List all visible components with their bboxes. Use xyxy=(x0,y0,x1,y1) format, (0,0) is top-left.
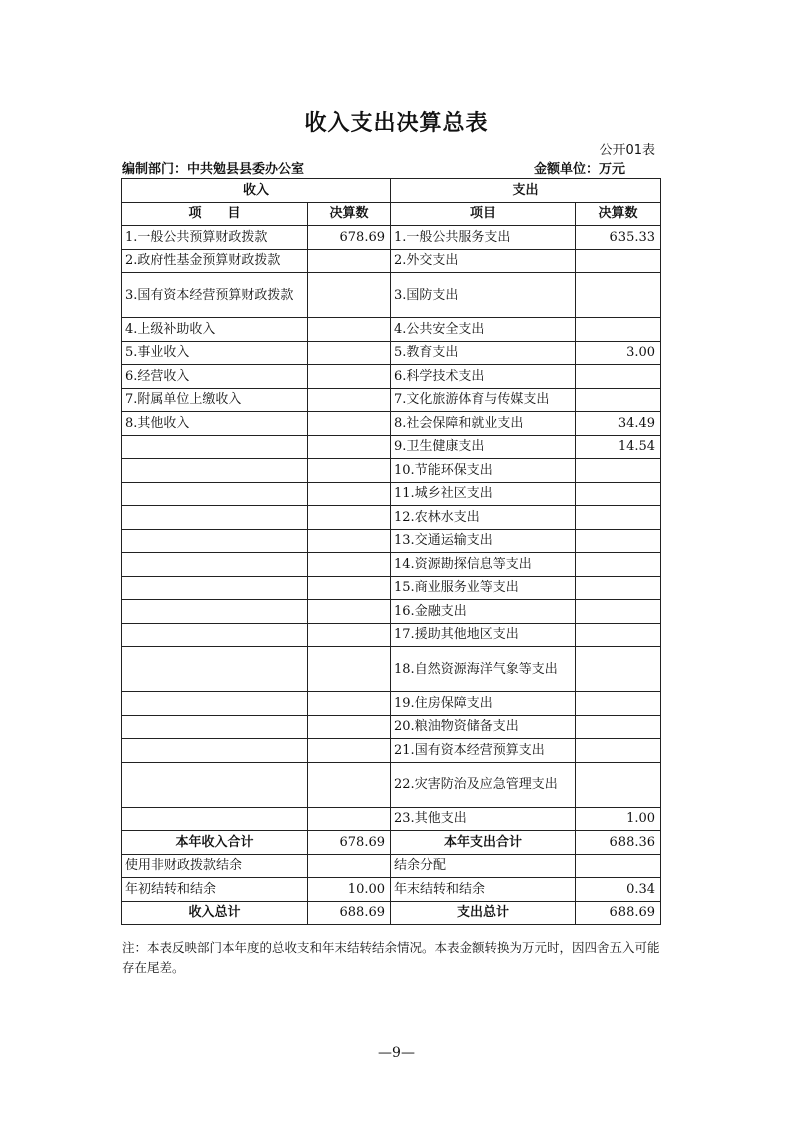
expense-amount-cell xyxy=(576,623,661,647)
expense-amount-cell xyxy=(576,647,661,692)
income-amount-cell xyxy=(308,739,391,763)
income-item-header: 项 目 xyxy=(122,202,308,226)
year-income-value: 678.69 xyxy=(308,831,391,855)
income-amount-cell xyxy=(308,412,391,436)
table-row xyxy=(122,482,661,506)
table-row xyxy=(122,623,661,647)
expense-item-cell: 15.商业服务业等支出 xyxy=(391,576,576,600)
expense-amount-cell: 635.33 xyxy=(576,226,661,250)
expense-item-cell: 5.教育支出 xyxy=(391,341,576,365)
form-code: 公开01表 xyxy=(599,143,655,158)
expense-item-cell: 14.资源勘探信息等支出 xyxy=(391,553,576,577)
income-amount-cell xyxy=(308,273,391,318)
income-amount-cell xyxy=(308,692,391,716)
expense-item-cell: 23.其他支出 xyxy=(391,807,576,831)
income-item-cell xyxy=(122,739,308,763)
income-amount-cell xyxy=(308,341,391,365)
income-total-label: 收入总计 xyxy=(122,901,308,925)
expense-amount-cell xyxy=(576,506,661,530)
expense-amount-cell xyxy=(576,273,661,318)
income-amount-cell xyxy=(308,482,391,506)
table-row xyxy=(122,365,661,389)
expense-item-cell: 7.文化旅游体育与传媒支出 xyxy=(391,388,576,412)
begin-balance-label: 年初结转和结余 xyxy=(122,878,308,902)
income-amount-cell xyxy=(308,623,391,647)
table-row xyxy=(122,600,661,624)
income-total-value: 688.69 xyxy=(308,901,391,925)
expense-header: 支出 xyxy=(391,179,661,203)
income-amount-cell xyxy=(308,388,391,412)
expense-item-cell: 8.社会保障和就业支出 xyxy=(391,412,576,436)
expense-item-cell: 11.城乡社区支出 xyxy=(391,482,576,506)
distribution-value xyxy=(576,854,661,878)
income-item-cell xyxy=(122,762,308,807)
table-row xyxy=(122,692,661,716)
table-row xyxy=(122,435,661,459)
expense-amount-cell xyxy=(576,482,661,506)
income-item-cell: 3.国有资本经营预算财政拨款 xyxy=(122,273,308,318)
expense-total-value: 688.69 xyxy=(576,901,661,925)
expense-amount-cell xyxy=(576,388,661,412)
expense-item-cell: 3.国防支出 xyxy=(391,273,576,318)
income-item-cell: 7.附属单位上缴收入 xyxy=(122,388,308,412)
expense-amount-cell xyxy=(576,318,661,342)
income-amount-cell xyxy=(308,576,391,600)
expense-amount-cell xyxy=(576,365,661,389)
expense-item-cell: 9.卫生健康支出 xyxy=(391,435,576,459)
income-amount-cell xyxy=(308,459,391,483)
expense-amount-cell: 1.00 xyxy=(576,807,661,831)
table-row xyxy=(122,341,661,365)
table-row xyxy=(122,249,661,273)
table-row xyxy=(122,715,661,739)
income-amount-cell xyxy=(308,365,391,389)
table-row xyxy=(122,553,661,577)
income-amount-cell xyxy=(308,762,391,807)
income-item-cell: 4.上级补助收入 xyxy=(122,318,308,342)
income-item-cell: 6.经营收入 xyxy=(122,365,308,389)
expense-amount-cell xyxy=(576,762,661,807)
footnote: 注：本表反映部门本年度的总收支和年末结转结余情况。本表金额转换为万元时，因四舍五入可能存在尾差。 xyxy=(122,940,660,975)
table-row xyxy=(122,506,661,530)
income-amount-cell xyxy=(308,435,391,459)
expense-item-cell: 6.科学技术支出 xyxy=(391,365,576,389)
income-amount-cell xyxy=(308,600,391,624)
department-label: 编制部门：中共勉县县委办公室 xyxy=(122,162,305,177)
expense-amount-cell: 34.49 xyxy=(576,412,661,436)
income-amount-cell xyxy=(308,715,391,739)
expense-item-cell: 13.交通运输支出 xyxy=(391,529,576,553)
unit-label: 金额单位：万元 xyxy=(533,162,625,177)
expense-item-cell: 4.公共安全支出 xyxy=(391,318,576,342)
nonfiscal-value xyxy=(308,854,391,878)
expense-item-cell: 21.国有资本经营预算支出 xyxy=(391,739,576,763)
income-amount-header: 决算数 xyxy=(308,202,391,226)
table-row xyxy=(122,459,661,483)
end-balance-label: 年末结转和结余 xyxy=(391,878,576,902)
income-item-cell xyxy=(122,600,308,624)
table-row xyxy=(122,273,661,318)
income-item-cell xyxy=(122,807,308,831)
expense-amount-cell: 14.54 xyxy=(576,435,661,459)
income-item-cell xyxy=(122,576,308,600)
income-item-cell xyxy=(122,715,308,739)
year-expense-label: 本年支出合计 xyxy=(391,831,576,855)
expense-item-cell: 10.节能环保支出 xyxy=(391,459,576,483)
expense-item-header: 项目 xyxy=(391,202,576,226)
income-amount-cell xyxy=(308,529,391,553)
page-number: —9— xyxy=(378,1045,415,1061)
income-item-cell xyxy=(122,529,308,553)
expense-amount-cell xyxy=(576,553,661,577)
table-row xyxy=(122,388,661,412)
expense-amount-cell xyxy=(576,576,661,600)
income-item-cell xyxy=(122,623,308,647)
income-amount-cell xyxy=(308,506,391,530)
expense-amount-cell xyxy=(576,459,661,483)
expense-item-cell: 18.自然资源海洋气象等支出 xyxy=(391,647,576,692)
expense-amount-cell: 3.00 xyxy=(576,341,661,365)
income-item-cell xyxy=(122,482,308,506)
income-header: 收入 xyxy=(122,179,391,203)
table-row xyxy=(122,412,661,436)
income-item-cell: 2.政府性基金预算财政拨款 xyxy=(122,249,308,273)
table-row xyxy=(122,807,661,831)
expense-item-cell: 20.粮油物资储备支出 xyxy=(391,715,576,739)
expense-amount-cell xyxy=(576,739,661,763)
income-amount-cell xyxy=(308,807,391,831)
end-balance-value: 0.34 xyxy=(576,878,661,902)
expense-amount-cell xyxy=(576,715,661,739)
summary-table xyxy=(121,178,661,925)
nonfiscal-label: 使用非财政拨款结余 xyxy=(122,854,308,878)
income-item-cell xyxy=(122,459,308,483)
expense-item-cell: 16.金融支出 xyxy=(391,600,576,624)
income-amount-cell xyxy=(308,647,391,692)
income-amount-cell xyxy=(308,249,391,273)
expense-item-cell: 19.住房保障支出 xyxy=(391,692,576,716)
expense-item-cell: 12.农林水支出 xyxy=(391,506,576,530)
income-item-cell: 8.其他收入 xyxy=(122,412,308,436)
income-item-cell: 1.一般公共预算财政拨款 xyxy=(122,226,308,250)
table-row xyxy=(122,529,661,553)
table-row xyxy=(122,647,661,692)
income-amount-cell xyxy=(308,318,391,342)
expense-amount-cell xyxy=(576,692,661,716)
expense-amount-cell xyxy=(576,529,661,553)
income-item-cell: 5.事业收入 xyxy=(122,341,308,365)
table-row xyxy=(122,318,661,342)
expense-item-cell: 17.援助其他地区支出 xyxy=(391,623,576,647)
income-item-cell xyxy=(122,692,308,716)
income-item-cell xyxy=(122,647,308,692)
page-title: 收入支出决算总表 xyxy=(304,111,489,136)
income-amount-cell: 678.69 xyxy=(308,226,391,250)
table-row xyxy=(122,739,661,763)
table-row xyxy=(122,226,661,250)
income-item-cell xyxy=(122,506,308,530)
table-row xyxy=(122,762,661,807)
expense-amount-cell xyxy=(576,249,661,273)
expense-item-cell: 2.外交支出 xyxy=(391,249,576,273)
expense-total-label: 支出总计 xyxy=(391,901,576,925)
expense-item-cell: 1.一般公共服务支出 xyxy=(391,226,576,250)
year-income-label: 本年收入合计 xyxy=(122,831,308,855)
distribution-label: 结余分配 xyxy=(391,854,576,878)
begin-balance-value: 10.00 xyxy=(308,878,391,902)
table-row xyxy=(122,576,661,600)
income-amount-cell xyxy=(308,553,391,577)
expense-amount-header: 决算数 xyxy=(576,202,661,226)
expense-amount-cell xyxy=(576,600,661,624)
income-item-cell xyxy=(122,435,308,459)
year-expense-value: 688.36 xyxy=(576,831,661,855)
expense-item-cell: 22.灾害防治及应急管理支出 xyxy=(391,762,576,807)
income-item-cell xyxy=(122,553,308,577)
